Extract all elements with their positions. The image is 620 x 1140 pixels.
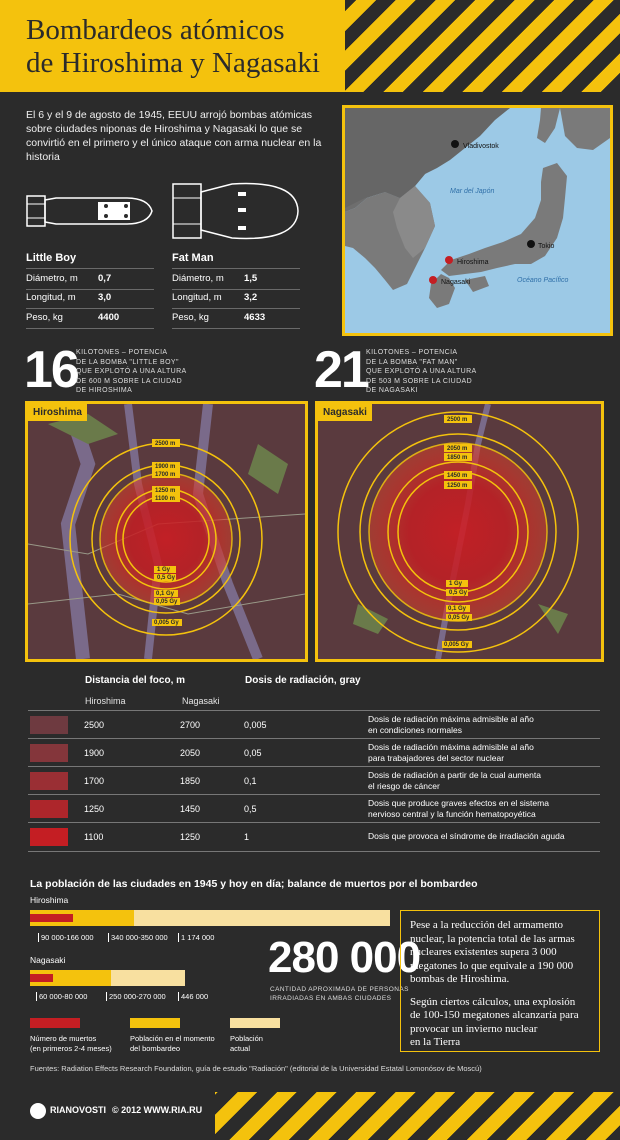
page-title: Bombardeos atómicos de Hiroshima y Nagasaki <box>26 14 320 79</box>
pop-hiroshima-label: Hiroshima <box>30 895 69 905</box>
pop-nagasaki-bars <box>30 970 185 986</box>
ring-label: 1100 m <box>155 496 176 502</box>
hiroshima-now-value: 1 174 000 <box>178 933 214 942</box>
bar-nagasaki-deaths <box>30 974 53 982</box>
row-swatch <box>30 772 68 790</box>
ring-label: 2050 m <box>447 446 468 452</box>
dose-label: 0,1 Gy <box>156 591 175 597</box>
total-irradiated-desc: CANTIDAD APROXIMADA DE PERSONAS IRRADIADAS EN AMBAS CIUDADES <box>270 986 409 1002</box>
nagasaki-deaths-value: 60 000-80 000 <box>36 992 87 1001</box>
ring-label: 1700 m <box>155 472 176 478</box>
ria-logo-icon <box>30 1103 46 1119</box>
ring-label: 1850 m <box>447 455 468 461</box>
hiroshima-panel <box>25 401 308 662</box>
info-box: Pese a la reducción del armamento nuclear, la potencia total de las armas nucleares existentes supera 3 000 megatones lo que equivale a 190 000 bombas de Hiroshima. Según ciertos cálculos, una explosión de 100-150 megatones alcanzaría para provocar un invierno nuclear en la Tierra <box>400 910 600 1052</box>
dose-label: 0,1 Gy <box>448 606 467 612</box>
dose-label: 0,005 Gy <box>444 642 469 648</box>
legend-now: Población actual <box>230 1034 263 1053</box>
table-subheader-nagasaki: Nagasaki <box>182 696 220 706</box>
hiroshima-1945-value: 340 000-350 000 <box>108 933 168 942</box>
label-nagasaki: Nagasaki <box>441 279 471 286</box>
dose-label: 0,5 Gy <box>157 575 176 581</box>
ring-label: 1900 m <box>155 464 176 470</box>
table-header-dose: Dosis de radiación, gray <box>245 675 361 686</box>
row-swatch <box>30 716 68 734</box>
fat-man-illustration <box>172 178 302 244</box>
nagasaki-1945-value: 250 000-270 000 <box>106 992 166 1001</box>
ring-label: 1450 m <box>447 473 468 479</box>
pop-nagasaki-label: Nagasaki <box>30 955 66 965</box>
label-mar-del-japon: Mar del Japón <box>450 188 495 195</box>
ring-label: 1250 m <box>155 488 176 494</box>
kilotons-hiroshima-number: 16 <box>24 341 78 399</box>
table-row: 1100 1250 1 Dosis que provoca el síndrome de irradiación aguda <box>28 822 600 852</box>
legend-1945: Población en el momento del bombardeo <box>130 1034 215 1053</box>
spec-row: Peso, kg 4400 <box>26 308 154 329</box>
nagasaki-blast-map <box>318 404 601 659</box>
hiroshima-panel-label: Hiroshima <box>28 404 87 421</box>
kilotons-nagasaki-desc: KILOTONES – POTENCIA DE LA BOMBA "FAT MAN" QUE EXPLOTÓ A UNA ALTURA DE 503 M SOBRE LA CIUDAD DE NAGASAKI <box>366 349 477 394</box>
hiroshima-deaths-value: 90 000-166 000 <box>38 933 94 942</box>
little-boy-illustration <box>26 186 156 236</box>
dose-label: 0,5 Gy <box>449 590 468 596</box>
japan-map <box>342 105 613 336</box>
nagasaki-now-value: 446 000 <box>178 992 208 1001</box>
spec-row: Diámetro, m 0,7 <box>26 268 154 290</box>
table-row: 1250 1450 0,5 Dosis que produce graves efectos en el sistema nervioso central y la función hematopoyética <box>28 794 600 823</box>
label-oceano-pacifico: Océano Pacífico <box>517 277 569 284</box>
row-swatch <box>30 828 68 846</box>
nagasaki-panel-label: Nagasaki <box>318 404 372 421</box>
legend-swatch-1945 <box>130 1018 180 1028</box>
japan-map-graphic <box>345 108 610 333</box>
table-row: 1700 1850 0,1 Dosis de radiación a partir de la cual aumenta el riesgo de cáncer <box>28 766 600 795</box>
footer-copyright: © 2012 WWW.RIA.RU <box>112 1105 203 1115</box>
fat-man-name: Fat Man <box>172 252 214 264</box>
ring-label: 1250 m <box>447 483 468 489</box>
table-subheader-hiroshima: Hiroshima <box>85 696 126 706</box>
legend-deaths: Número de muertos (en primeros 2-4 meses) <box>30 1034 112 1053</box>
hiroshima-blast-map <box>28 404 305 659</box>
dose-label: 0,05 Gy <box>448 615 470 621</box>
sources: Fuentes: Radiation Effects Research Foundation, guía de estudio "Radiación" (editorial de la Universidad Estatal Lomonósov de Moscú) <box>30 1064 482 1073</box>
population-title: La población de las ciudades en 1945 y hoy en día; balance de muertos por el bombardeo <box>30 878 478 890</box>
table-header-distance: Distancia del foco, m <box>85 675 186 686</box>
bar-hiroshima-deaths <box>30 914 73 922</box>
label-hiroshima: Hiroshima <box>457 259 489 266</box>
table-row: 1900 2050 0,05 Dosis de radiación máxima admisible al año para trabajadores del sector nuclear <box>28 738 600 767</box>
spec-row: Longitud, m 3,2 <box>172 288 300 309</box>
row-swatch <box>30 800 68 818</box>
legend-swatch-now <box>230 1018 280 1028</box>
spec-row: Peso, kg 4633 <box>172 308 300 329</box>
ring-label: 2500 m <box>447 417 468 423</box>
label-tokio: Tokio <box>538 243 555 250</box>
spec-row: Longitud, m 3,0 <box>26 288 154 309</box>
dose-label: 0,05 Gy <box>156 599 178 605</box>
pop-hiroshima-bars <box>30 910 390 926</box>
table-row: 2500 2700 0,005 Dosis de radiación máxima admisible al año en condiciones normales <box>28 710 600 739</box>
nagasaki-panel <box>315 401 604 662</box>
intro-text: El 6 y el 9 de agosto de 1945, EEUU arrojó bombas atómicas sobre ciudades niponas de Hiroshima y Nagasaki lo que se convirtió en el primero y el único ataque con arma nuclear en la historia <box>26 109 322 163</box>
kilotons-nagasaki-number: 21 <box>314 341 368 399</box>
dose-label: 1 Gy <box>449 581 463 587</box>
footer-brand: RIANOVOSTI <box>50 1105 107 1115</box>
spec-row: Diámetro, m 1,5 <box>172 268 300 290</box>
dose-label: 0,005 Gy <box>154 620 179 626</box>
kilotons-hiroshima-desc: KILOTONES – POTENCIA DE LA BOMBA "LITTLE BOY" QUE EXPLOTÓ A UNA ALTURA DE 600 M SOBRE LA CIUDAD DE HIROSHIMA <box>76 349 187 394</box>
row-swatch <box>30 744 68 762</box>
legend-swatch-deaths <box>30 1018 80 1028</box>
ring-label: 2500 m <box>155 441 176 447</box>
label-vladivostok: Vladivostok <box>463 143 499 150</box>
dose-label: 1 Gy <box>157 567 171 573</box>
total-irradiated-number: 280 000 <box>268 933 421 982</box>
little-boy-name: Little Boy <box>26 252 77 264</box>
